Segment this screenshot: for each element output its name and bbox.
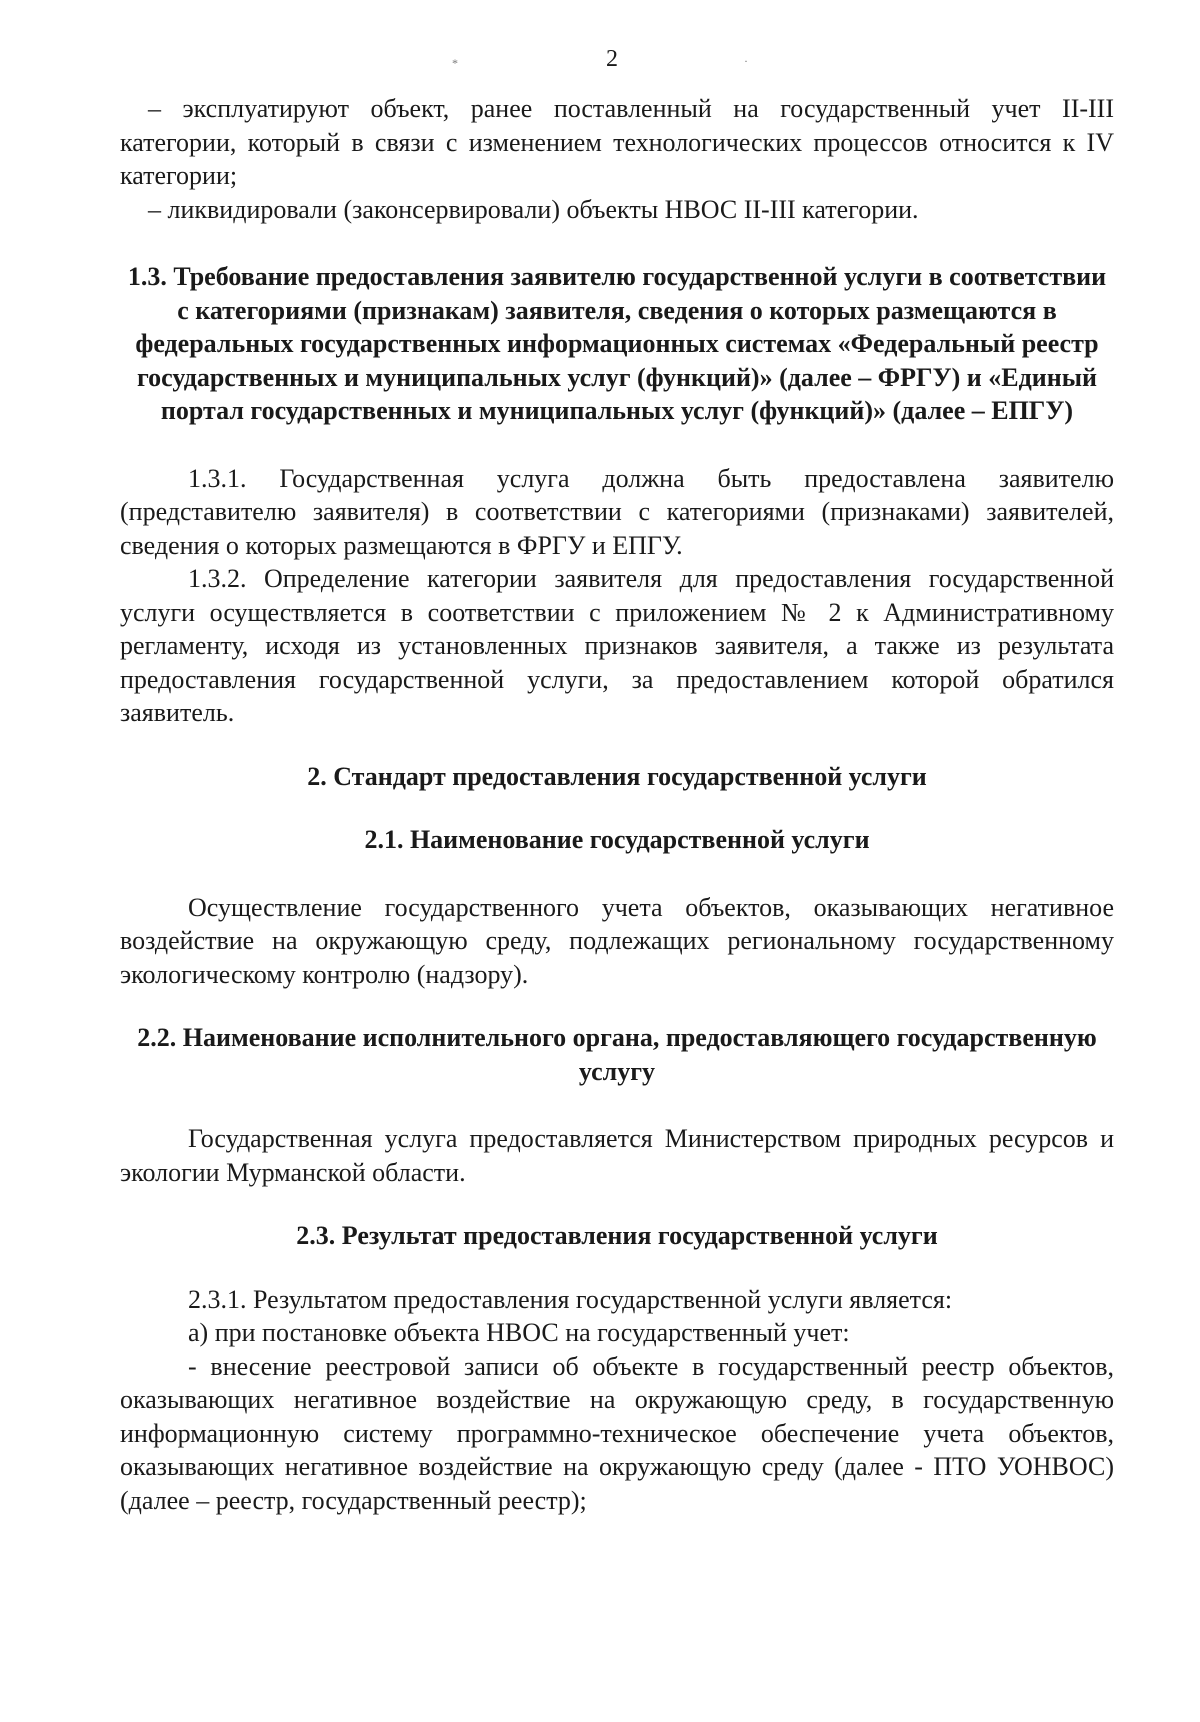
paragraph-2-2-text: Государственная услуга предоставляется Министерством природных ресурсов и экологии Мурманской области. xyxy=(120,1124,1114,1187)
scan-speck: * xyxy=(452,56,458,70)
paragraph-2-3-registry-entry: - внесение реестровой записи об объекте в государственный реестр объектов, оказывающих негативное воздействие на окружающую среду, в государственную информационную систему программно-техническое обеспечение учета объектов, оказывающих негативное воздействие на окружающую среду (далее - ПТО УОНВОС) (далее – реестр, государственный реестр); xyxy=(120,1351,1114,1515)
document-body xyxy=(120,92,1114,1517)
paragraph-1-3-1: 1.3.1. Государственная услуга должна быть предоставлена заявителю (представителю заявителя) в соответствии с категориями (признаками) заявителей, сведения о которых размещаются в ФРГУ и ЕПГУ. xyxy=(120,463,1114,560)
page-number: 2 xyxy=(606,46,618,72)
scan-speck: · xyxy=(744,54,748,68)
section-2-heading: 2. Стандарт предоставления государственной услуги xyxy=(307,761,927,791)
section-2-2-heading: 2.2. Наименование исполнительного органа, предоставляющего государственную услугу xyxy=(137,1023,1097,1086)
paragraph-1-3-2: 1.3.2. Определение категории заявителя для предоставления государственной услуги осуществляется в соответствии с приложением № 2 к Административному регламенту, исходя из установленных признаков заявителя, а также из результата предоставления государственной услуги, за предоставлением которой обратился заявитель. xyxy=(120,564,1114,727)
section-1-3-heading: 1.3. Требование предоставления заявителю государственной услуги в соответствии с категориями (признакам) заявителя, сведения о которых размещаются в федеральных государственных информационных системах «Федеральный реестр государственных и муниципальных услуг (функций)» (далее – ФРГУ) и «Единый портал государственных и муниципальных услуг (функций)» (далее – ЕПГУ) xyxy=(127,262,1107,425)
paragraph-2-3-a: а) при постановке объекта НВОС на государственный учет: xyxy=(188,1318,850,1347)
paragraph-2-1-text: Осуществление государственного учета объектов, оказывающих негативное воздействие на окружающую среду, подлежащих региональному государственному экологическому контролю (надзору). xyxy=(120,892,1114,989)
paragraph-2-3-1: 2.3.1. Результатом предоставления государственной услуги является: xyxy=(188,1284,953,1314)
section-2-3-heading: 2.3. Результат предоставления государственной услуги xyxy=(296,1221,938,1250)
list-item-liquidated-objects: – ликвидировали (законсервировали) объекты НВОС II-III категории. xyxy=(148,194,919,224)
section-2-1-heading: 2.1. Наименование государственной услуги xyxy=(364,825,870,854)
list-item-operate-object: – эксплуатируют объект, ранее поставленный на государственный учет II-III категории, который в связи с изменением технологических процессов относится к IV категории; xyxy=(120,94,1114,190)
